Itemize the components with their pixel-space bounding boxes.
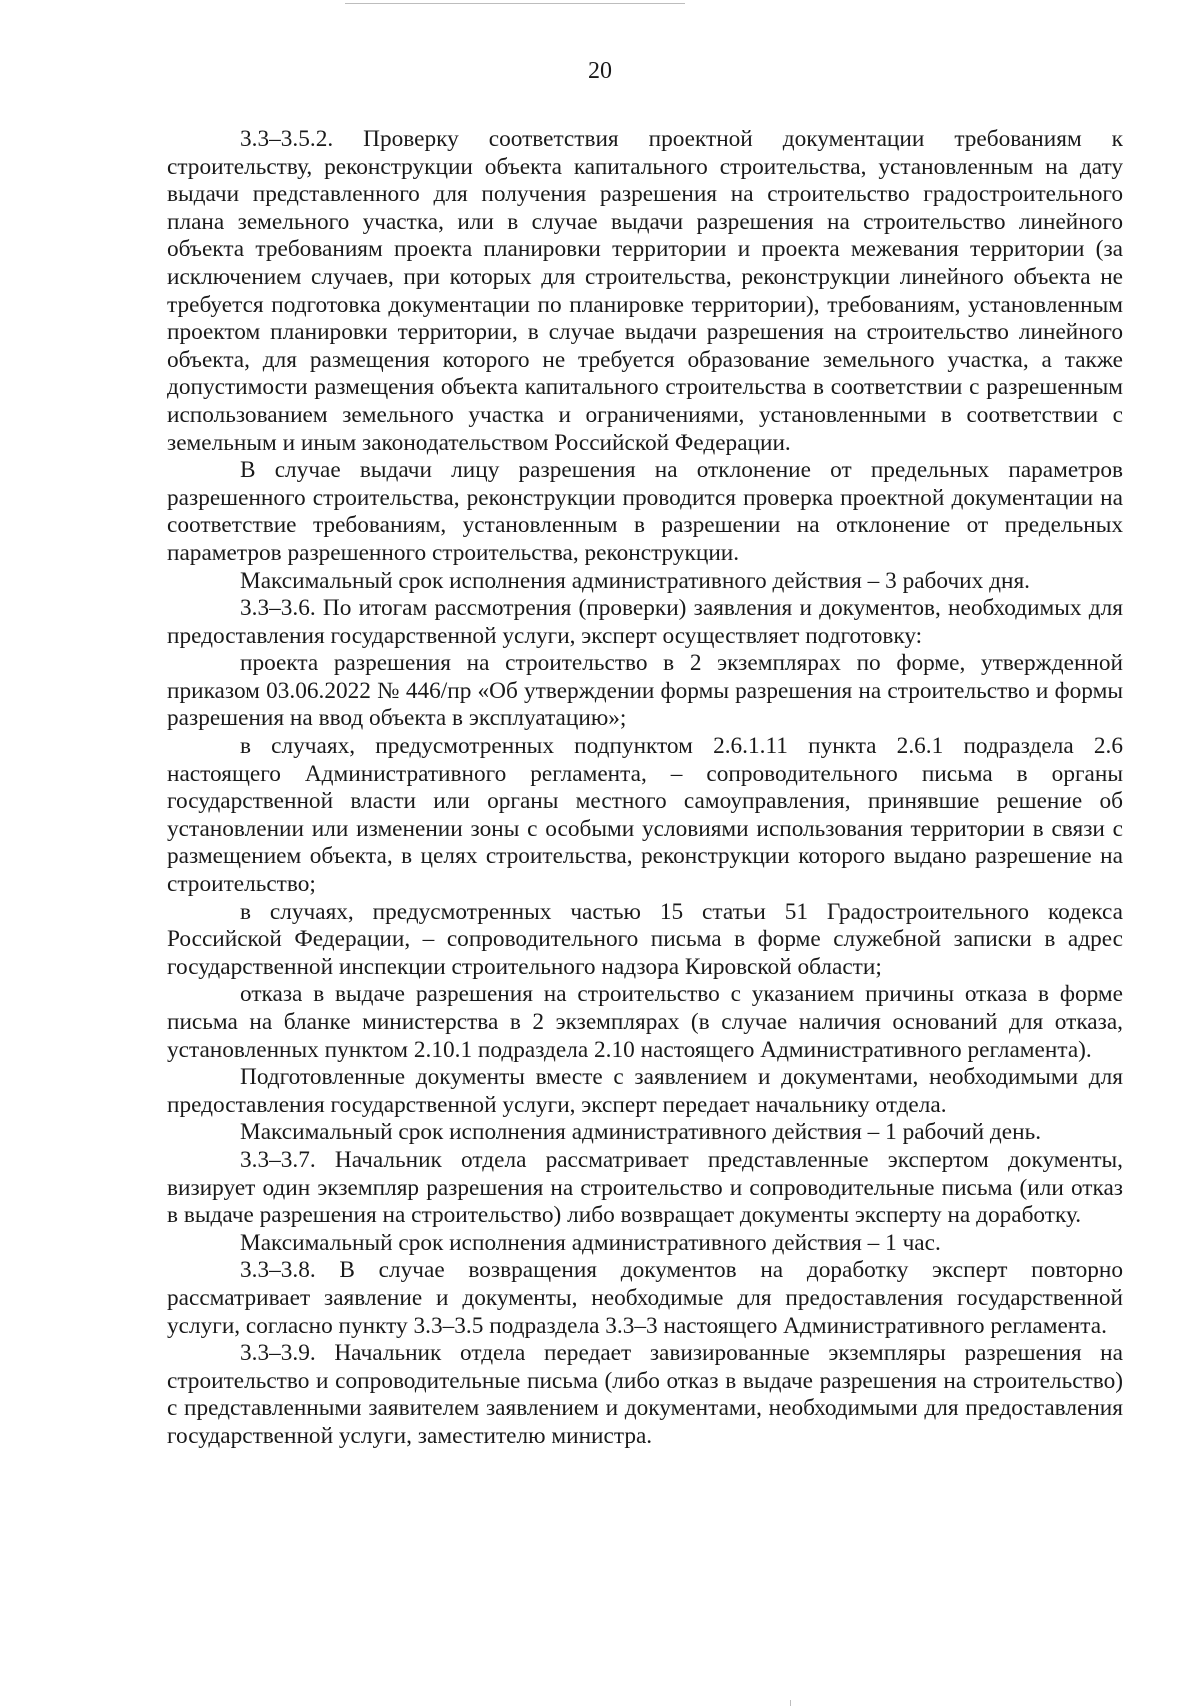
document-body [167, 126, 1123, 1451]
scan-artifact-top [345, 3, 685, 4]
paragraph-3-3-3-9: 3.3–3.9. Начальник отдела передает завизированные экземпляры разрешения на строительство и сопроводительные письма (либо отказ в выдаче разрешения на строительство) с представленными заявителем заявлением и документами, необходимыми для предоставления государственной услуги, заместителю министра. [167, 1340, 1123, 1449]
paragraph-3-3-3-6: 3.3–3.6. По итогам рассмотрения (проверки) заявления и документов, необходимых для предоставления государственной услуги, эксперт осуществляет подготовку: [167, 595, 1123, 649]
paragraph-3-3-3-7: 3.3–3.7. Начальник отдела рассматривает представленные экспертом документы, визирует один экземпляр разрешения на строительство и сопроводительные письма (или отказ в выдаче разрешения на строительство) либо возвращает документы эксперту на доработку. [167, 1146, 1123, 1229]
paragraph-documents-transfer: Подготовленные документы вместе с заявлением и документами, необходимыми для предоставления государственной услуги, эксперт передает начальнику отдела. [167, 1064, 1123, 1118]
page-number: 20 [588, 58, 612, 84]
paragraph-cover-letter-authorities: в случаях, предусмотренных подпунктом 2.6.1.11 пункта 2.6.1 подраздела 2.6 настоящего Административного регламента, – сопроводительного письма в органы государственной власти или органы местного самоуправления, принявшие решение об установлении или изменении зоны с особыми условиями использования территории в связи с размещением объекта, в целях строительства, реконструкции которого выдано разрешение на строительство; [167, 733, 1123, 898]
scan-artifact-bottom [790, 1700, 791, 1706]
paragraph-cover-letter-inspection: в случаях, предусмотренных частью 15 статьи 51 Градостроительного кодекса Российской Федерации, – сопроводительного письма в форме служебной записки в адрес государственной инспекции строительного надзора Кировской области; [167, 898, 1123, 980]
paragraph-deadline-3-days: Максимальный срок исполнения административного действия – 3 рабочих дня. [240, 567, 1030, 594]
paragraph-3-3-3-8: 3.3–3.8. В случае возвращения документов на доработку эксперт повторно рассматривает заявление и документы, необходимые для предоставления государственной услуги, согласно пункту 3.3–3.5 подраздела 3.3–3 настоящего Административного регламента. [167, 1257, 1123, 1339]
paragraph-3-3-3-5-2: 3.3–3.5.2. Проверку соответствия проектной документации требованиям к строительству, реконструкции объекта капитального строительства, установленным на дату выдачи представленного для получения разрешения на строительство градостроительного плана земельного участка, или в случае выдачи разрешения на строительство линейного объекта требованиям проекта планировки территории и проекта межевания территории (за исключением случаев, при которых для строительства, реконструкции линейного объекта не требуется подготовка документации по планировке территории), требованиям, установленным проектом планировки территории, в случае выдачи разрешения на строительство линейного объекта, для размещения которого не требуется образование земельного участка, а также допустимости размещения объекта капитального строительства в соответствии с разрешенным использованием земельного участка и ограничениями, установленными в соответствии с земельным и иным законодательством Российской Федерации. [167, 126, 1123, 456]
paragraph-deadline-1-hour: Максимальный срок исполнения административного действия – 1 час. [240, 1229, 941, 1256]
paragraph-deviation-check: В случае выдачи лицу разрешения на отклонение от предельных параметров разрешенного строительства, реконструкции проводится проверка проектной документации на соответствие требованиям, установленным в разрешении на отклонение от предельных параметров разрешенного строительства, реконструкции. [167, 457, 1123, 566]
paragraph-permit-draft: проекта разрешения на строительство в 2 экземплярах по форме, утвержденной приказом 03.06.2022 № 446/пр «Об утверждении формы разрешения на строительство и формы разрешения на ввод объекта в эксплуатацию»; [167, 650, 1123, 732]
paragraph-deadline-1-day: Максимальный срок исполнения административного действия – 1 рабочий день. [240, 1119, 1042, 1146]
paragraph-refusal: отказа в выдаче разрешения на строительство с указанием причины отказа в форме письма на бланке министерства в 2 экземплярах (в случае наличия оснований для отказа, установленных пунктом 2.10.1 подраздела 2.10 настоящего Административного регламента). [167, 981, 1123, 1063]
